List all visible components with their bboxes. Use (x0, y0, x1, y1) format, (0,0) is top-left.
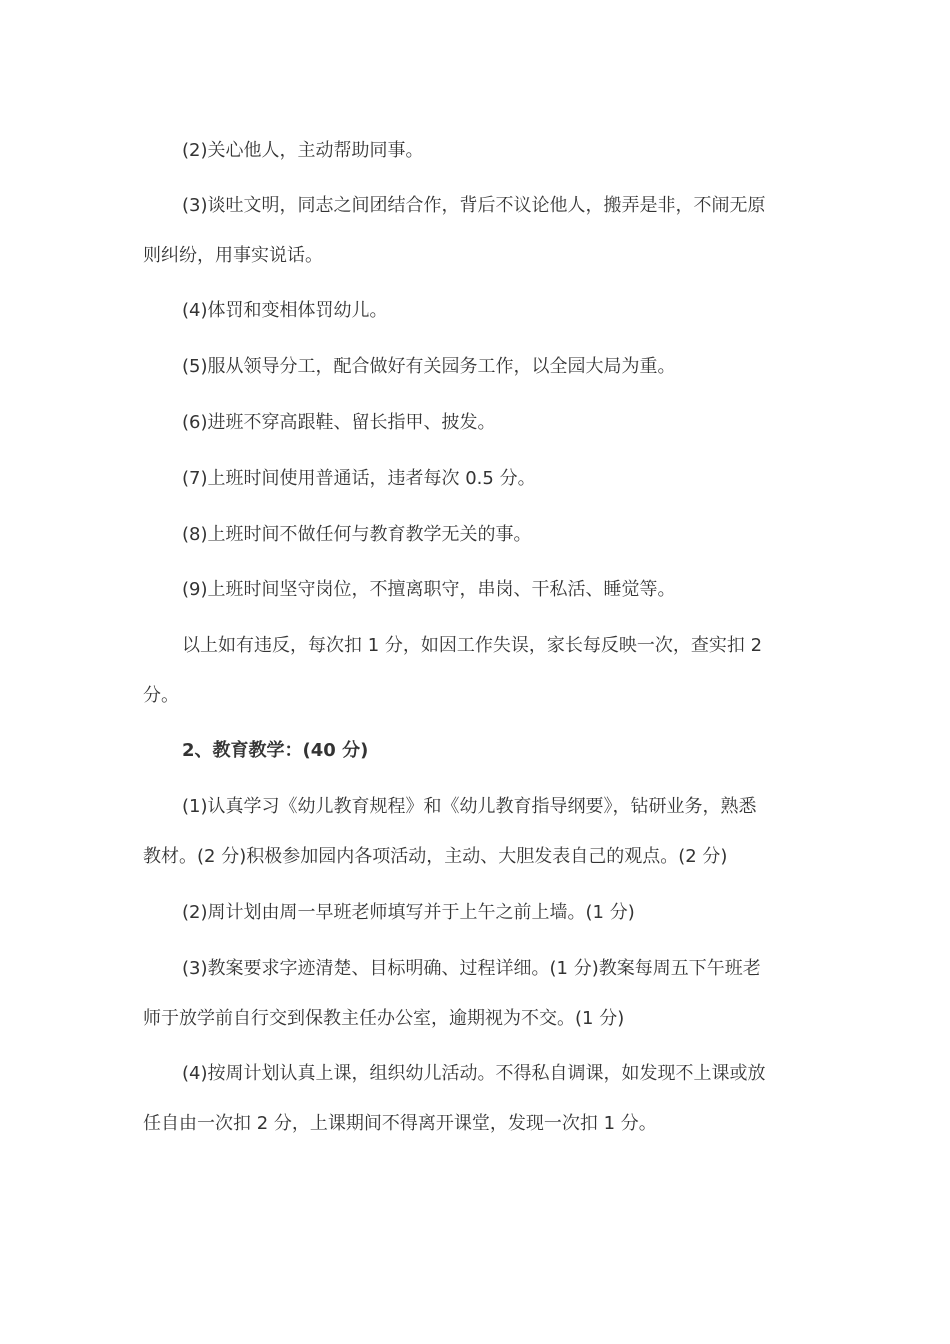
paragraph-3-line-2: 则纠纷，用事实说话。 (143, 245, 323, 266)
item-3-line-1: (3)教案要求字迹清楚、目标明确、过程详细。(1 分)教案每周五下午班老 (182, 958, 761, 979)
penalty-note-line-2: 分。 (143, 685, 179, 706)
paragraph-5-line: (5)服从领导分工，配合做好有关园务工作，以全园大局为重。 (182, 356, 676, 377)
penalty-note-line-1: 以上如有违反，每次扣 1 分，如因工作失误，家长每反映一次，查实扣 2 (182, 635, 763, 656)
item-3-line-2: 师于放学前自行交到保教主任办公室，逾期视为不交。(1 分) (143, 1008, 625, 1029)
paragraph-9-line: (9)上班时间坚守岗位，不擅离职守，串岗、干私活、睡觉等。 (182, 579, 676, 600)
item-1-line-1: (1)认真学习《幼儿教育规程》和《幼儿教育指导纲要》，钻研业务，熟悉 (182, 796, 757, 817)
paragraph-3-line-1: (3)谈吐文明，同志之间团结合作，背后不议论他人，搬弄是非，不闹无原 (182, 195, 766, 216)
paragraph-2-line: (2)关心他人，主动帮助同事。 (182, 140, 424, 161)
section-heading: 2、教育教学：(40 分) (182, 740, 369, 761)
item-4-line-2: 任自由一次扣 2 分，上课期间不得离开课堂，发现一次扣 1 分。 (143, 1113, 657, 1134)
paragraph-8-line: (8)上班时间不做任何与教育教学无关的事。 (182, 524, 532, 545)
paragraph-6-line: (6)进班不穿高跟鞋、留长指甲、披发。 (182, 412, 496, 433)
paragraph-4-line: (4)体罚和变相体罚幼儿。 (182, 300, 388, 321)
item-4-line-1: (4)按周计划认真上课，组织幼儿活动。不得私自调课，如发现不上课或放 (182, 1063, 766, 1084)
paragraph-7-line: (7)上班时间使用普通话，违者每次 0.5 分。 (182, 468, 536, 489)
item-2-line: (2)周计划由周一早班老师填写并于上午之前上墙。(1 分) (182, 902, 635, 923)
item-1-line-2: 教材。(2 分)积极参加园内各项活动，主动、大胆发表自己的观点。(2 分) (143, 846, 728, 867)
